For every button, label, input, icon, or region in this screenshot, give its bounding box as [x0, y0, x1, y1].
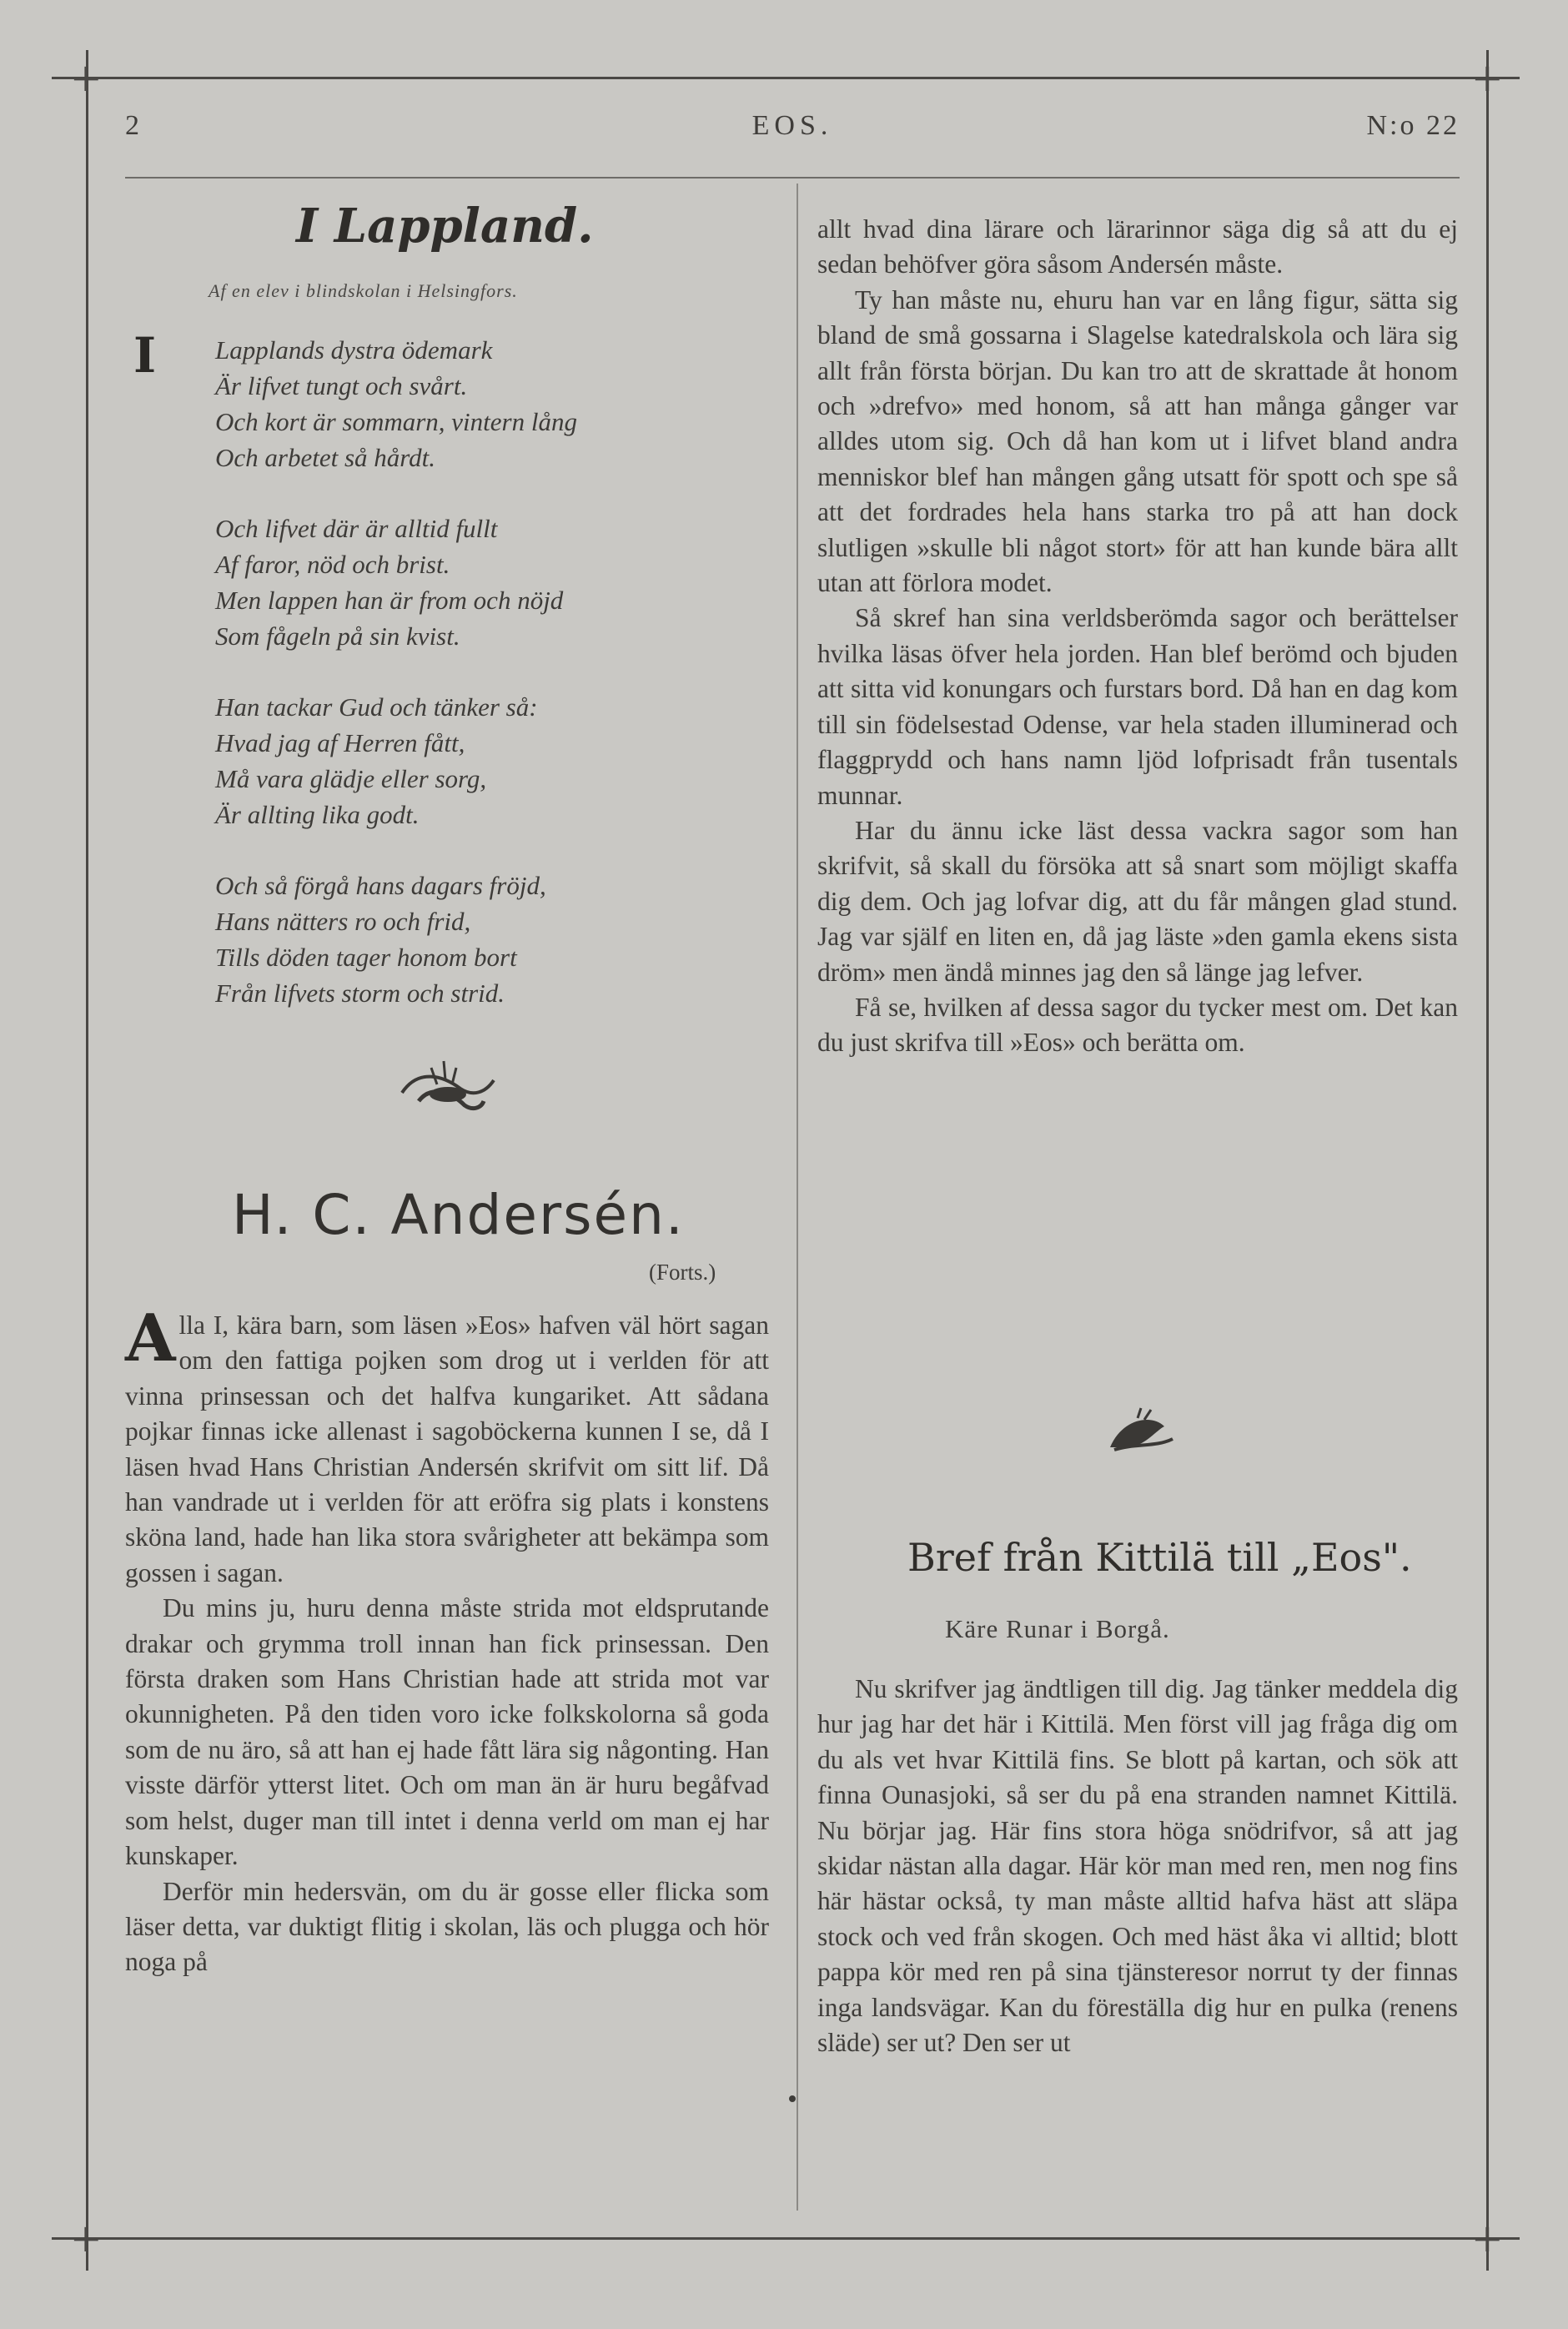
frame-bottom-rule [52, 2237, 1520, 2240]
poem-line: Lapplands dystra ödemark [215, 335, 493, 365]
poem-line: Hvad jag af Herren fått, [215, 728, 465, 757]
frame-right-rule [1486, 50, 1489, 2271]
poem-stanza [215, 868, 546, 1011]
page-number: 2 [125, 110, 142, 141]
article-left-column [125, 1300, 769, 1980]
article-title: H. C. Andersén. [232, 1183, 685, 1247]
poem-title: I Lappland. [296, 199, 594, 254]
poem-line: Tills döden tager honom bort [215, 943, 517, 972]
magazine-title: EOS. [751, 110, 833, 141]
letter-title: Bref från Kittilä till „Eos". [907, 1535, 1412, 1580]
frame-top-rule [52, 77, 1520, 79]
poem-line: Hans nätters ro och frid, [215, 907, 471, 936]
article-paragraph: Ty han måste nu, ehuru han var en lång figur, sätta sig bland de små gossarna i Slagelse katedralskola och lära sig allt från första början. Du kan tro att de skrattade åt honom och »drefvo» med honom, så att han många gånger var alldes utom sig. Och då han kom ut i lifvet bland andra menniskor blef han mången gång utsatt för spott och spe så att det fordrades hela hans starka tro på att han dock slutligen »skulle bli något stort» för att han kunde bära allt utan att förlora modet. [817, 284, 1458, 598]
print-speck [789, 2095, 796, 2102]
poem-line: Är lifvet tungt och svårt. [215, 371, 468, 400]
article-right-column [817, 212, 1458, 1061]
floral-ornament-icon [385, 1043, 502, 1126]
poem-line: Och arbetet så hårdt. [215, 443, 436, 472]
corner-cross-icon: + [1471, 2216, 1504, 2261]
letter-greeting: Käre Runar i Borgå. [945, 1614, 1170, 1643]
leaf-ornament-icon [1098, 1401, 1181, 1468]
poem-line: Från lifvets storm och strid. [215, 978, 505, 1008]
poem-line: Som fågeln på sin kvist. [215, 621, 460, 651]
article-paragraph: Har du ännu icke läst dessa vackra sagor som han skrifvit, så skall du försöka att så snart som möjligt skaffa dig dem. Och jag lofvar dig, att du får mången glad stund. Jag var själf en liten en, då jag läste »den gamla ekens sista dröm» men ändå minnes jag den så länge jag lefver. [817, 815, 1458, 987]
article-paragraph: Få se, hvilken af dessa sagor du tycker mest om. Det kan du just skrifva till »Eos» och berätta om. [817, 992, 1458, 1058]
poem-drop-letter: I [133, 327, 157, 384]
continued-label: (Forts.) [649, 1260, 716, 1285]
poem-stanza [215, 689, 538, 833]
poem-stanza [215, 332, 577, 475]
article-drop-letter: A [125, 1300, 176, 1376]
poem-byline: Af en elev i blindskolan i Helsingfors. [209, 280, 518, 301]
letter-body [817, 1672, 1458, 2060]
poem-line: Han tackar Gud och tänker så: [215, 692, 538, 722]
poem-line: Är allting lika godt. [215, 800, 420, 829]
article-paragraph: Alla I, kära barn, som läsen »Eos» hafven väl hört sagan om den fattiga pojken som drog ut i verlden för att vinna prinsessan och det halfva kungariket. Att sådana pojkar finnas icke allenast i sagoböckerna kunnen I se, då I läsen hvad Hans Christian Andersén skrifvit om sitt lif. Då han vandrade ut i verlden för att eröfra sig plats i konstens sköna land, hade han lika stora svårigheter att bekämpa som gossen i sagan. [125, 1300, 769, 1587]
poem-line: Och så förgå hans dagars fröjd, [215, 871, 546, 900]
poem-stanza [215, 511, 563, 654]
article-paragraph: Så skref han sina verldsberömda sagor och berättelser hvilka läsas öfver hela jorden. Han blef berömd och bjuden att sitta vid konungars och furstars bord. Då han en dag kom till sin födelsestad Odense, var hela staden illuminerad och flaggprydd och hans namn ljöd lofprisadt från tusentals munnar. [817, 603, 1458, 810]
poem-line: Och kort är sommarn, vintern lång [215, 407, 577, 436]
article-paragraph: Du mins ju, huru denna måste strida mot eldsprutande drakar och grymma troll innan han fick prinsessan. Den första draken som Hans Christian hade att strida mot var okunnigheten. På den tiden voro icke folkskolorna så goda som de nu äro, så att han ej hade fått lära sig någonting. Han visste därför ytterst litet. Och om man än är huru begåfvad som helst, duger man till intet i denna verld om man ej har kunskaper. [125, 1593, 769, 1871]
issue-number: N:o 22 [1366, 110, 1460, 141]
corner-cross-icon: + [1471, 55, 1504, 100]
corner-cross-icon: + [70, 2216, 103, 2261]
poem-line: Och lifvet där är alltid fullt [215, 514, 498, 543]
header-rule [125, 177, 1460, 179]
corner-cross-icon: + [70, 55, 103, 100]
poem-line: Men lappen han är from och nöjd [215, 586, 564, 615]
page-header [125, 110, 1460, 152]
article-paragraph: Derför min hedersvän, om du är gosse eller flicka som läser detta, var duktigt flitig i skolan, läs och plugga och hör noga på [125, 1876, 769, 1977]
column-divider [797, 184, 798, 2211]
frame-left-rule [86, 50, 88, 2271]
poem-line: Må vara glädje eller sorg, [215, 764, 487, 793]
article-paragraph: allt hvad dina lärare och lärarinnor säga dig så att du ej sedan behöfver göra såsom Andersén måste. [817, 214, 1458, 279]
letter-paragraph: Nu skrifver jag ändtligen till dig. Jag tänker meddela dig hur jag har det här i Kittilä. Men först vill jag fråga dig om du als vet hvar Kittilä fins. Se blott på kartan, och sök att finna Ounasjoki, så ser du på ena stranden namnet Kittilä. Nu börjar jag. Här fins stora höga snödrifvor, så att jag skidar nästan alla dagar. Här kör man med ren, men nog fins här hästar också, ty man måste alltid hafva häst att släpa stock och ved från skogen. Och med häst åka vi alltid; blott pappa kör med ren på sina tjänsteresor norrut ty der finnas inga landsvägar. Kan du föreställa dig hur en pulka (renens släde) ser ut? Den ser ut [817, 1674, 1458, 2058]
poem-line: Af faror, nöd och brist. [215, 550, 450, 579]
